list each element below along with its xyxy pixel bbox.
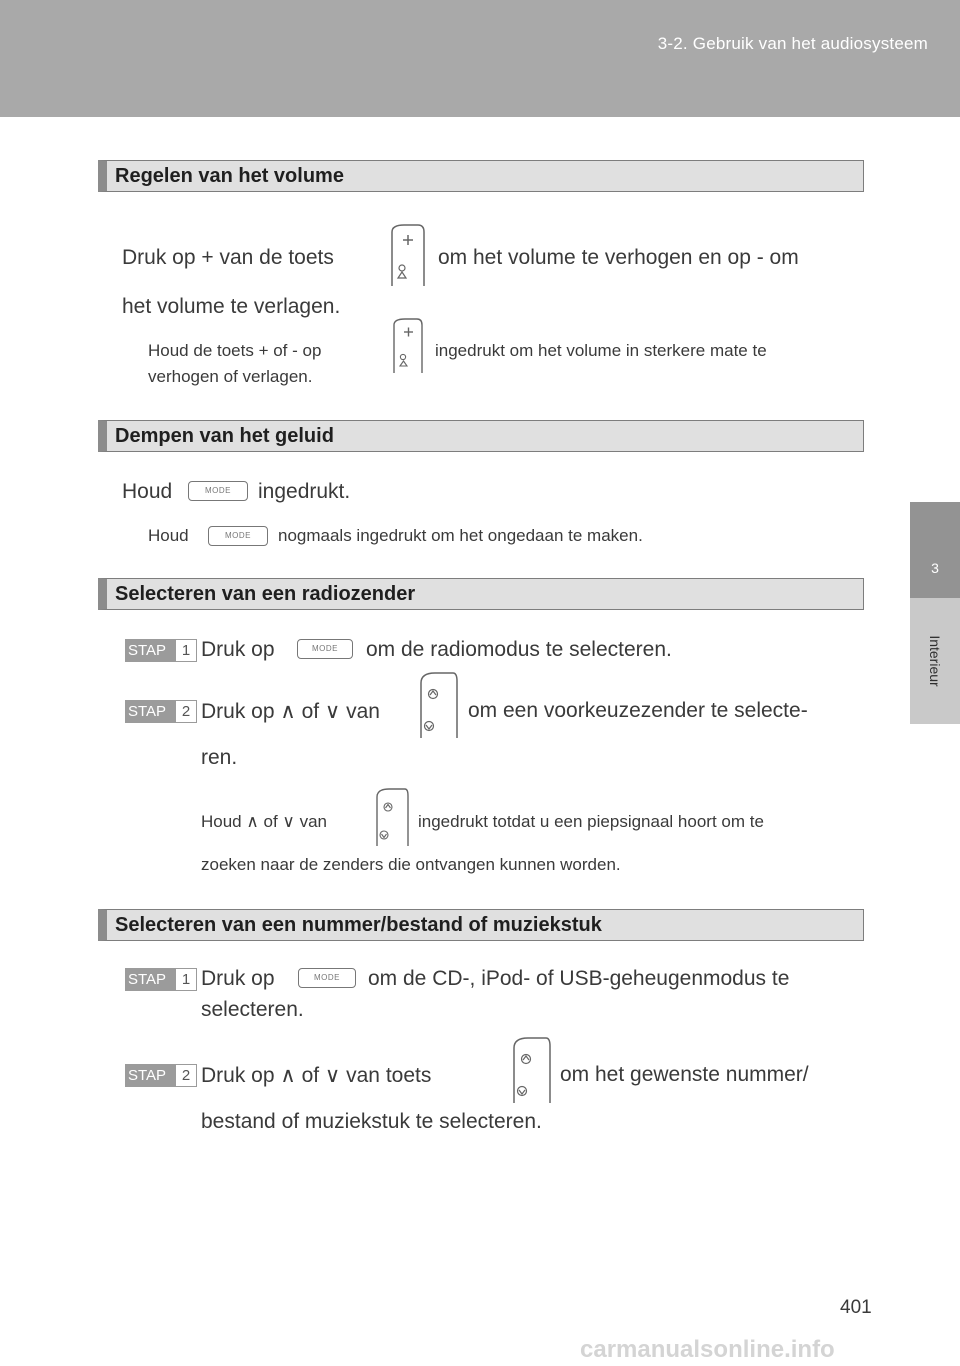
step-number: 2 xyxy=(175,1064,197,1087)
step-badge-1 xyxy=(125,968,197,991)
mute-note-b: nogmaals ingedrukt om het ongedaan te maken. xyxy=(278,526,643,545)
track-step1-b: om de CD-, iPod- of USB-geheugenmodus te xyxy=(368,967,790,990)
volume-text-a: Druk op + van de toets xyxy=(122,246,334,269)
section-title-mute: Dempen van het geluid xyxy=(98,420,864,452)
volume-switch-icon xyxy=(388,316,424,374)
mode-button-icon: MODE xyxy=(208,526,268,546)
section-title-radio: Selecteren van een radiozender xyxy=(98,578,864,610)
step-number: 2 xyxy=(175,700,197,723)
volume-note-c: verhogen of verlagen. xyxy=(148,367,313,386)
track-step1-c: selecteren. xyxy=(201,998,304,1021)
breadcrumb: 3-2. Gebruik van het audiosysteem xyxy=(657,34,928,53)
mute-note-a: Houd xyxy=(148,526,189,545)
section-title-volume: Regelen van het volume xyxy=(98,160,864,192)
mode-button-icon: MODE xyxy=(188,481,248,501)
step-word: STAP xyxy=(128,642,167,659)
mode-button-icon: MODE xyxy=(297,639,353,659)
step-word: STAP xyxy=(128,971,167,988)
radio-step1-a: Druk op xyxy=(201,638,275,661)
volume-switch-icon xyxy=(384,222,426,288)
radio-step1-b: om de radiomodus te selecteren. xyxy=(366,638,672,661)
track-step2-b: om het gewenste nummer/ xyxy=(560,1063,809,1086)
radio-note-c: zoeken naar de zenders die ontvangen kunnen worden. xyxy=(201,855,621,874)
mode-button-icon: MODE xyxy=(298,968,356,988)
chapter-label: Interieur xyxy=(927,635,943,687)
track-step2-a: Druk op ∧ of ∨ van toets xyxy=(201,1064,432,1087)
radio-note-b: ingedrukt totdat u een piepsignaal hoort om te xyxy=(418,812,764,831)
section-title-track: Selecteren van een nummer/bestand of muziekstuk xyxy=(98,909,864,941)
radio-note-a: Houd ∧ of ∨ van xyxy=(201,812,328,831)
step-word: STAP xyxy=(128,1067,167,1084)
mute-text-a: Houd xyxy=(122,480,173,503)
seek-switch-icon xyxy=(413,670,459,740)
seek-switch-icon xyxy=(370,786,410,848)
radio-step2-c: ren. xyxy=(201,746,238,769)
radio-step2-a: Druk op ∧ of ∨ van xyxy=(201,700,380,723)
step-number: 1 xyxy=(175,968,197,991)
track-step2-c: bestand of muziekstuk te selecteren. xyxy=(201,1110,542,1133)
radio-step2-b: om een voorkeuzezender te selecte- xyxy=(468,699,808,722)
mute-text-b: ingedrukt. xyxy=(258,480,351,503)
step-badge-2 xyxy=(125,1064,197,1087)
volume-text-b: om het volume te verhogen en op - om xyxy=(438,246,799,269)
chapter-tab[interactable] xyxy=(910,502,960,598)
volume-note-b: ingedrukt om het volume in sterkere mate te xyxy=(435,341,767,360)
step-badge-2 xyxy=(125,700,197,723)
step-badge-1 xyxy=(125,639,197,662)
step-word: STAP xyxy=(128,703,167,720)
track-step1-a: Druk op xyxy=(201,967,275,990)
seek-switch-icon xyxy=(506,1035,552,1105)
chapter-number: 3 xyxy=(931,560,939,576)
page-number: 401 xyxy=(840,1297,872,1318)
watermark: carmanualsonline.info xyxy=(580,1336,835,1363)
header-band xyxy=(0,0,960,117)
volume-note-a: Houd de toets + of - op xyxy=(148,341,322,360)
step-number: 1 xyxy=(175,639,197,662)
volume-text-c: het volume te verlagen. xyxy=(122,295,341,318)
